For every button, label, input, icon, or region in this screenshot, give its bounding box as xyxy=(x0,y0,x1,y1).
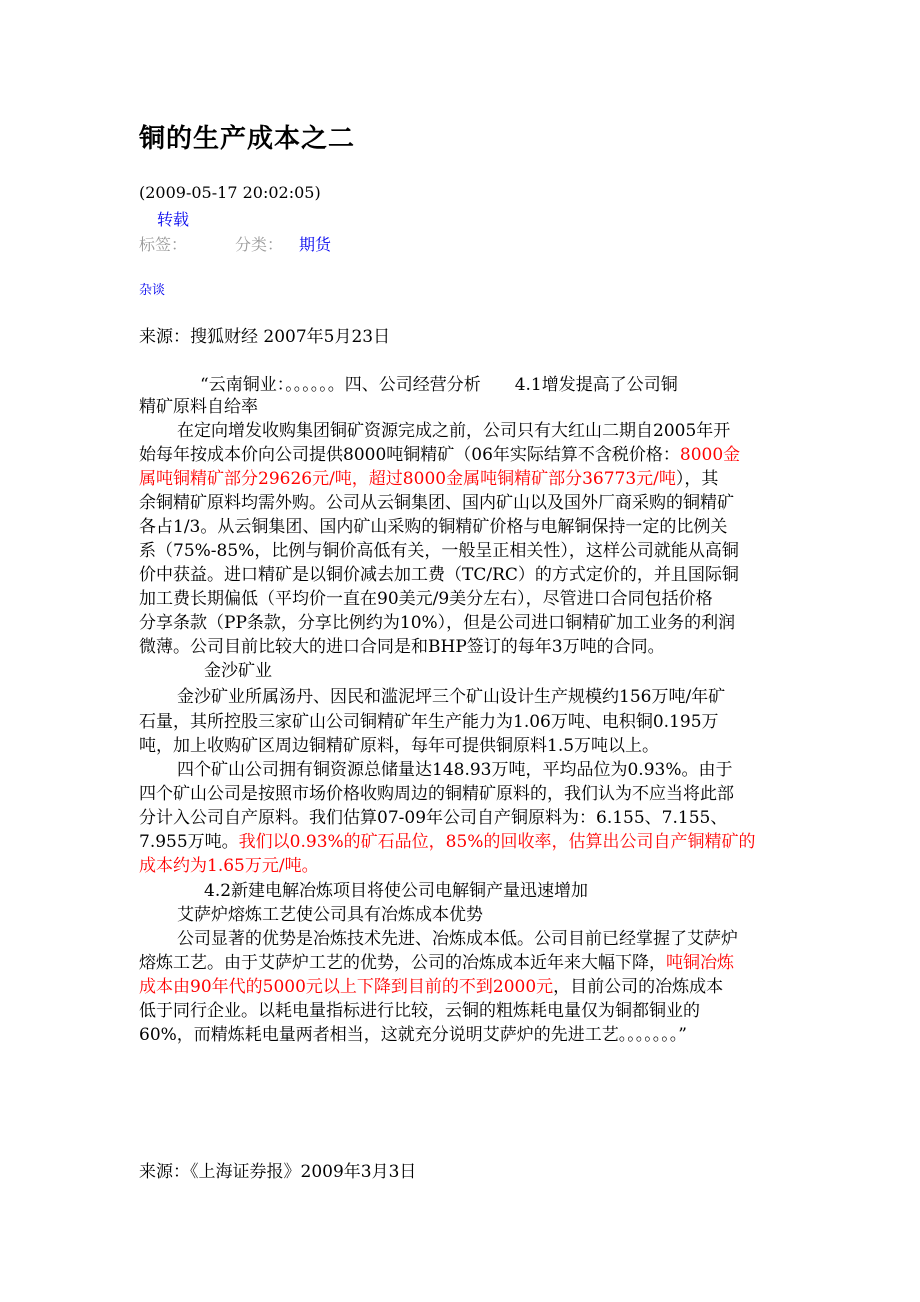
body-line xyxy=(139,440,740,465)
body-line: 各占1/3。从云铜集团、国内矿山采购的铜精矿价格与电解铜保持一定的比例关 xyxy=(139,517,728,537)
body-line: 四个矿山公司是按照市场价格收购周边的铜精矿原料的，我们认为不应当将此部 xyxy=(139,784,734,804)
body-line xyxy=(139,972,723,997)
body-line: 成本约为1.65万元/吨。 xyxy=(139,856,319,876)
tag-link[interactable]: 杂谈 xyxy=(139,283,166,298)
highlight-text: 成本由90年代的5000元以上下降到目前的不到2000元 xyxy=(139,977,554,997)
section-heading: 4.2新建电解冶炼项目将使公司电解铜产量迅速增加 xyxy=(204,881,589,901)
body-line: 系（75%-85%，比例与铜价高低有关，一般呈正相关性），这样公司就能从高铜 xyxy=(139,541,739,561)
body-line: 公司显著的优势是冶炼技术先进、冶炼成本低。公司目前已经掌握了艾萨炉 xyxy=(177,929,738,949)
highlight-text: 我们以0.93%的矿石品位，85%的回收率，估算出公司自产铜精矿的 xyxy=(238,832,756,852)
body-line: 微薄。公司目前比较大的进口合同是和BHP签订的每年3万吨的合同。 xyxy=(139,637,665,657)
text: ，目前公司的冶炼成本 xyxy=(553,977,724,997)
section-heading: 艾萨炉熔炼工艺使公司具有冶炼成本优势 xyxy=(177,905,483,925)
body-line xyxy=(139,827,755,852)
body-line: 金沙矿业所属汤丹、因民和滥泥坪三个矿山设计生产规模约156万吨/年矿 xyxy=(177,687,726,707)
category-label: 分类： xyxy=(235,235,284,254)
text: 始每年按成本价向公司提供8000吨铜精矿（06年实际结算不含税价格： xyxy=(139,445,680,465)
category-link[interactable]: 期货 xyxy=(299,235,332,254)
source-line: 来源：《上海证券报》2009年3月3日 xyxy=(139,1162,417,1182)
highlight-text: 属吨铜精矿部分29626元/吨，超过8000金属吨铜精矿部分36773元/吨 xyxy=(139,469,676,489)
body-line: 四个矿山公司拥有铜资源总储量达148.93万吨，平均品位为0.93%。由于 xyxy=(177,760,733,780)
body-line: 分计入公司自产原料。我们估算07-09年公司自产铜原料为：6.155、7.155、 xyxy=(139,808,728,828)
body-line: 低于同行企业。以耗电量指标进行比较，云铜的粗炼耗电量仅为铜都铜业的 xyxy=(139,1001,700,1021)
text: 熔炼工艺。由于艾萨炉工艺的优势，公司的冶炼成本近年来大幅下降， xyxy=(139,953,666,973)
body-line: 吨，加上收购矿区周边铜精矿原料，每年可提供铜原料1.5万吨以上。 xyxy=(139,736,660,756)
highlight-text: 吨铜冶炼 xyxy=(666,953,734,973)
post-timestamp: (2009-05-17 20:02:05) xyxy=(139,183,321,202)
body-line: 分享条款（PP条款，分享比例约为10%），但是公司进口铜精矿加工业务的利润 xyxy=(139,613,736,633)
body-line xyxy=(139,464,718,489)
highlight-text: 8000金 xyxy=(679,445,741,465)
body-line: 加工费长期偏低（平均价一直在90美元/9美分左右），尽管进口合同包括价格 xyxy=(139,589,713,609)
body-line: “云南铜业：。。。。。。四、公司经营分析 4.1增发提高了公司铜 xyxy=(200,375,678,395)
tags-label: 标签： xyxy=(139,235,188,254)
source-line: 来源：搜狐财经 2007年5月23日 xyxy=(139,327,391,347)
body-line xyxy=(139,948,734,973)
article-title: 铜的生产成本之二 xyxy=(139,124,356,154)
body-line: 60%，而精炼耗电量两者相当，这就充分说明艾萨炉的先进工艺。。。。。。。” xyxy=(139,1025,687,1045)
text: ），其 xyxy=(675,469,719,489)
body-line: 余铜精矿原料均需外购。公司从云铜集团、国内矿山以及国外厂商采购的铜精矿 xyxy=(139,493,734,513)
body-line: 价中获益。进口精矿是以铜价减去加工费（TC/RC）的方式定价的，并且国际铜 xyxy=(139,565,739,585)
body-line: 精矿原料自给率 xyxy=(139,397,258,417)
text: 7.955万吨。 xyxy=(139,832,239,852)
repost-link[interactable]: 转载 xyxy=(157,210,190,229)
body-line: 在定向增发收购集团铜矿资源完成之前，公司只有大红山二期自2005年开 xyxy=(177,421,731,441)
section-heading: 金沙矿业 xyxy=(204,661,272,681)
body-line: 石量，其所控股三家矿山公司铜精矿年生产能力为1.06万吨、电积铜0.195万 xyxy=(139,712,719,732)
